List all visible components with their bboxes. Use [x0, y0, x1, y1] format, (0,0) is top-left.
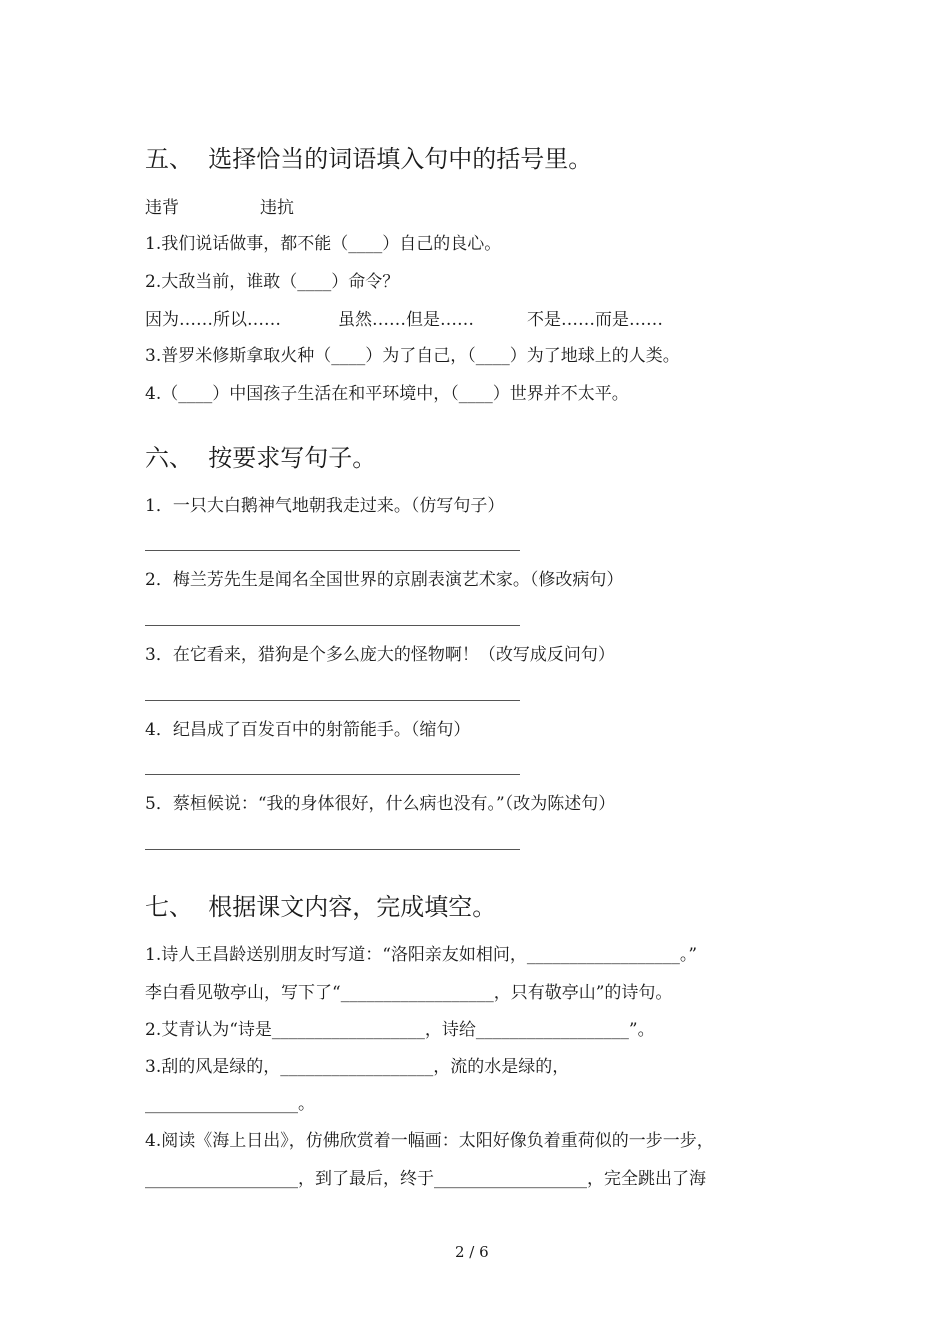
- answer-line-5[interactable]: [145, 849, 520, 850]
- word-option-1: 违背: [145, 198, 179, 218]
- conjunction-option-1: 因为……所以……: [145, 310, 281, 330]
- section7-line-4: 3.刮的风是绿的，__________________，流的水是绿的，: [145, 1057, 570, 1077]
- section6-item-2: 2．梅兰芳先生是闻名全国世界的京剧表演艺术家。（修改病句）: [145, 570, 624, 590]
- section6-item-3: 3．在它看来，猎狗是个多么庞大的怪物啊！（改写成反问句）: [145, 645, 615, 665]
- section6-heading: 六、 按要求写句子。: [145, 444, 377, 472]
- section7-line-5: __________________。: [145, 1094, 315, 1114]
- conjunction-option-3: 不是……而是……: [527, 310, 663, 330]
- section5-question-3: 3.普罗米修斯拿取火种（____）为了自己，（____）为了地球上的人类。: [145, 346, 680, 366]
- section7-line-2: 李白看见敬亭山，写下了“__________________，只有敬亭山”的诗句。: [145, 983, 673, 1003]
- answer-line-1[interactable]: [145, 550, 520, 551]
- section7-line-6: 4.阅读《海上日出》，仿佛欣赏着一幅画：太阳好像负着重荷似的一步一步，: [145, 1131, 714, 1151]
- section7-heading: 七、 根据课文内容，完成填空。: [145, 893, 497, 921]
- word-option-2: 违抗: [260, 198, 294, 218]
- section6-item-5: 5．蔡桓候说：“我的身体很好，什么病也没有。”（改为陈述句）: [145, 794, 616, 814]
- section5-heading: 五、 选择恰当的词语填入句中的括号里。: [145, 145, 593, 173]
- section6-item-1: 1．一只大白鹅神气地朝我走过来。（仿写句子）: [145, 496, 505, 516]
- answer-line-4[interactable]: [145, 774, 520, 775]
- section7-line-1: 1.诗人王昌龄送别朋友时写道：“洛阳亲友如相问，__________________。”: [145, 945, 698, 965]
- conjunction-option-2: 虽然……但是……: [338, 310, 474, 330]
- section6-item-4: 4．纪昌成了百发百中的射箭能手。（缩句）: [145, 720, 471, 740]
- answer-line-3[interactable]: [145, 700, 520, 701]
- answer-line-2[interactable]: [145, 625, 520, 626]
- section7-line-3: 2.艾青认为“诗是__________________，诗给__________________”。: [145, 1020, 655, 1040]
- page-number: 2 / 6: [455, 1243, 489, 1261]
- section5-question-1: 1.我们说话做事，都不能（____）自己的良心。: [145, 234, 502, 254]
- section5-question-4: 4.（____）中国孩子生活在和平环境中，（____）世界并不太平。: [145, 384, 629, 404]
- section5-question-2: 2.大敌当前，谁敢（____）命令？: [145, 272, 400, 292]
- section7-line-7: __________________，到了最后，终于__________________，完全跳出了海: [145, 1169, 706, 1189]
